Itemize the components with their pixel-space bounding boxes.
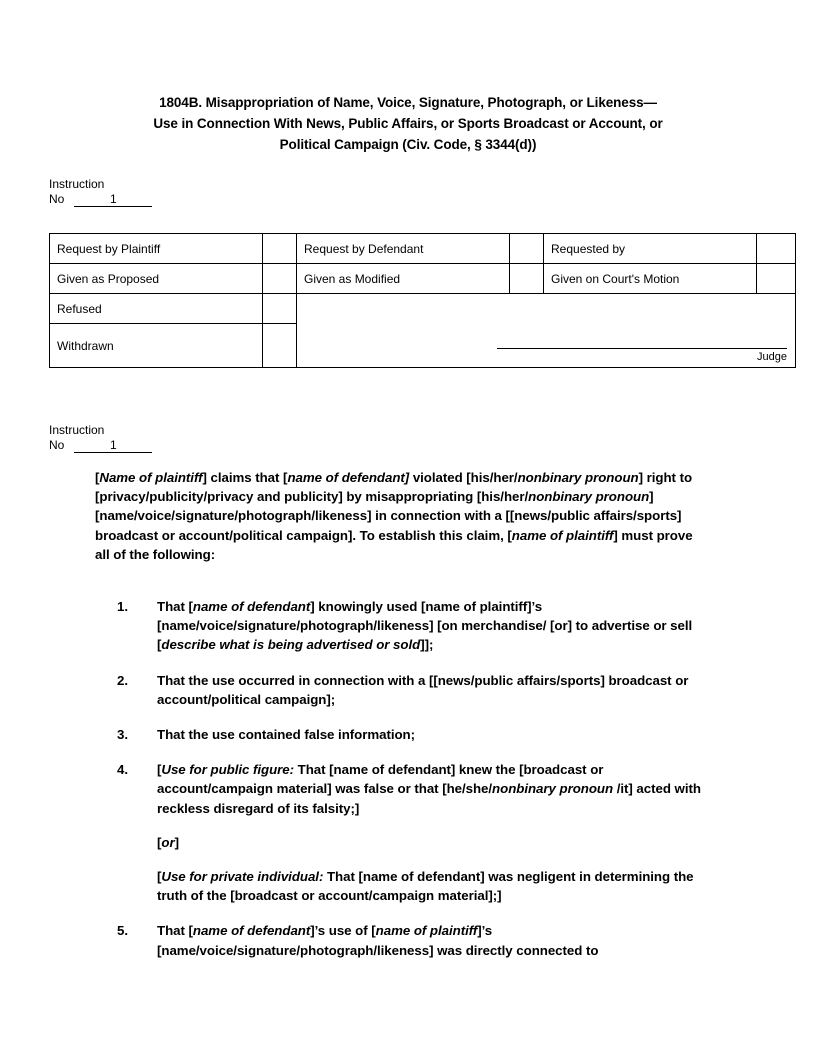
cell-given-as-proposed: Given as Proposed [50, 264, 263, 294]
instruction-number-field[interactable]: 1 [74, 192, 152, 207]
cell-given-on-courts-motion: Given on Court's Motion [544, 264, 757, 294]
instruction-elements-list [95, 597, 707, 976]
list-item-text: That [name of defendant]’s use of [name of plaintiff]’s [name/voice/signature/photograph/likeness] was directly connected to [157, 923, 599, 958]
page-title [96, 92, 720, 155]
list-item-number: 5. [117, 923, 128, 939]
list-item-text: That the use occurred in connection with a [[news/public affairs/sports] broadcast or account/political campaign]; [157, 672, 689, 707]
checkbox-given-on-courts-motion[interactable] [757, 264, 796, 294]
title-line-2: Use in Connection With News, Public Affairs, or Sports Broadcast or Account, or [153, 116, 663, 131]
list-item-alternative-private: [Use for private individual: That [name of defendant] was negligent in determining the truth of the [broadcast or account/campaign material];] [157, 869, 694, 904]
cell-requested-by: Requested by [544, 234, 757, 264]
instruction-number-header-body [49, 423, 152, 453]
checkbox-request-by-defendant[interactable] [510, 234, 544, 264]
checkbox-withdrawn[interactable] [263, 324, 297, 368]
list-item [95, 597, 707, 655]
title-line-1: 1804B. Misappropriation of Name, Voice, Signature, Photograph, or Likeness— [159, 95, 657, 110]
signature-block [497, 347, 787, 364]
checkbox-refused[interactable] [263, 294, 297, 324]
instruction-label: Instruction [49, 423, 105, 437]
instruction-no-label: No [49, 438, 65, 452]
cell-request-by-plaintiff: Request by Plaintiff [50, 234, 263, 264]
list-item [95, 760, 707, 905]
checkbox-requested-by[interactable] [757, 234, 796, 264]
table-row [50, 294, 796, 324]
list-item-text: That the use contained false information; [157, 727, 416, 743]
judge-signature-area [297, 294, 796, 368]
instruction-number-header-top [49, 177, 152, 207]
cell-given-as-modified: Given as Modified [297, 264, 510, 294]
instruction-label: Instruction [49, 177, 105, 191]
checkbox-given-as-proposed[interactable] [263, 264, 297, 294]
signature-label: Judge [757, 351, 787, 363]
list-item-text: [Use for public figure: That [name of defendant] knew the [broadcast or account/campaign material] was false or that [he/she/nonbinary pronoun /it] acted with reckless disregard of its falsity;] [157, 762, 701, 816]
list-item [95, 671, 707, 709]
instruction-number-field[interactable]: 1 [74, 438, 152, 453]
title-line-3: Political Campaign (Civ. Code, § 3344(d)) [279, 137, 537, 152]
list-item-alternative-or: [or] [157, 834, 179, 850]
list-item [95, 921, 707, 959]
instruction-intro-paragraph: [Name of plaintiff] claims that [name of defendant] violated [his/her/nonbinary pronoun] right to [privacy/publicity/privacy and publicity] by misappropriating [his/her/nonbinary pronoun] [name/voice/signature/photograph/likeness] in connection with a [[news/public affairs/sports] broadcast or account/political campaign]. To establish this claim, [name of plaintiff] must prove all of the following: [95, 470, 693, 562]
list-item-number: 1. [117, 599, 128, 614]
table-row [50, 264, 796, 294]
list-item-text: That [name of defendant] knowingly used [name of plaintiff]’s [name/voice/signature/photograph/likeness] [on merchandise/ [or] to advertise or sell [describe what is being advertised or sold]]; [157, 599, 693, 653]
table-row [50, 234, 796, 264]
ruling-disposition-table [49, 233, 796, 368]
cell-request-by-defendant: Request by Defendant [297, 234, 510, 264]
cell-refused: Refused [50, 294, 263, 324]
list-item-number: 3. [117, 727, 128, 743]
list-item [95, 725, 707, 744]
instruction-no-label: No [49, 192, 65, 206]
list-item-number: 4. [117, 762, 128, 778]
list-item-number: 2. [117, 672, 128, 688]
checkbox-request-by-plaintiff[interactable] [263, 234, 297, 264]
checkbox-given-as-modified[interactable] [510, 264, 544, 294]
cell-withdrawn: Withdrawn [50, 324, 263, 368]
